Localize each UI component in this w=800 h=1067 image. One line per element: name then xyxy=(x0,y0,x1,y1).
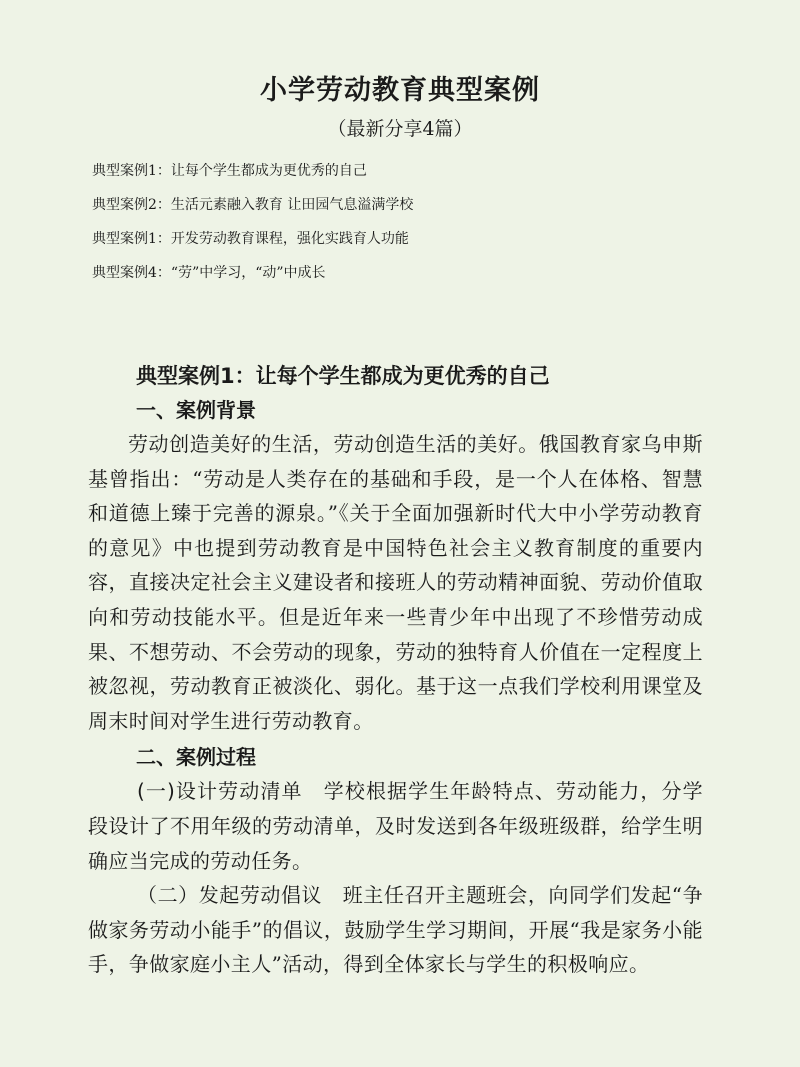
case1-article xyxy=(88,359,703,982)
toc-item: 典型案例1：开发劳动教育课程，强化实践育人功能 xyxy=(92,231,409,247)
step1-text: 学校根据学生年龄特点、劳动能力，分学段设计了不用年级的劳动清单，及时发送到各年级班级群，给学生明确应当完成的劳动任务。 xyxy=(88,779,703,873)
step2-paragraph xyxy=(88,878,703,982)
section-heading-process: 二、案例过程 xyxy=(136,745,256,770)
step2-title: （二）发起劳动倡议 xyxy=(137,883,323,908)
table-of-contents xyxy=(92,154,712,290)
step2-text: 班主任召开主题班会，向同学们发起“争做家务劳动小能手”的倡议，鼓励学生学习期间，开展“我是家务小能手，争做家庭小主人”活动，得到全体家长与学生的积极响应。 xyxy=(88,883,703,977)
step1-paragraph xyxy=(88,774,703,878)
toc-item: 典型案例4：“劳”中学习，“动”中成长 xyxy=(92,265,326,281)
section-heading-background: 一、案例背景 xyxy=(136,398,256,422)
document-title: 小学劳动教育典型案例 xyxy=(260,75,540,106)
toc-item: 典型案例1：让每个学生都成为更优秀的自己 xyxy=(92,163,367,179)
toc-item: 典型案例2：生活元素融入教育 让田园气息溢满学校 xyxy=(92,197,414,213)
step1-title: (一)设计劳动清单 xyxy=(137,779,303,804)
case-heading: 典型案例1：让每个学生都成为更优秀的自己 xyxy=(136,364,550,388)
background-paragraph: 劳动创造美好的生活，劳动创造生活的美好。俄国教育家乌申斯基曾指出：“劳动是人类存在的基础和手段，是一个人在体格、智慧和道德上臻于完善的源泉。”《关于全面加强新时代大中小学劳动教育的意见》中也提到劳动教育是中国特色社会主义教育制度的重要内容，直接决定社会主义建设者和接班人的劳动精神面貌、劳动价值取向和劳动技能水平。但是近年来一些青少年中出现了不珍惜劳动成果、不想劳动、不会劳动的现象，劳动的独特育人价值在一定程度上被忽视，劳动教育正被淡化、弱化。基于这一点我们学校利用课堂及周末时间对学生进行劳动教育。 xyxy=(88,432,703,733)
document-subtitle: （最新分享4篇） xyxy=(327,118,473,140)
